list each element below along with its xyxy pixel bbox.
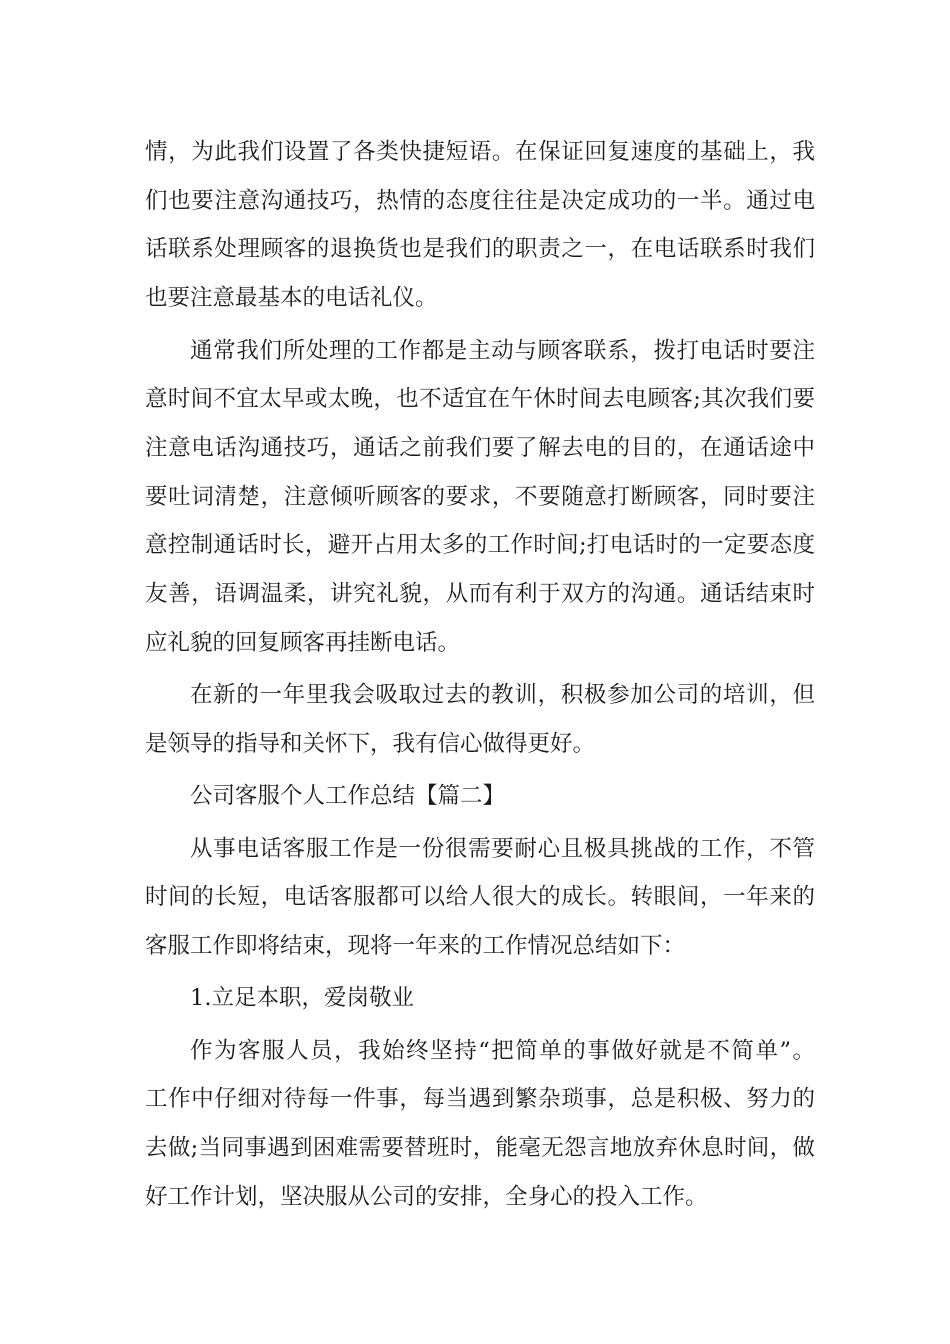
paragraph-4-line-1: 从事电话客服工作是一份很需要耐心且极具挑战的工作，不管 bbox=[190, 836, 815, 862]
paragraph-5-line-1: 作为客服人员，我始终坚持“把简单的事做好就是不简单”。 bbox=[190, 1038, 815, 1064]
paragraph-1-line-1: 情，为此我们设置了各类快捷短语。在保证回复速度的基础上，我 bbox=[145, 139, 815, 165]
paragraph-2-line-6: 友善，语调温柔，讲究礼貌，从而有利于双方的沟通。通话结束时 bbox=[145, 581, 815, 607]
paragraph-4-line-2: 时间的长短，电话客服都可以给人很大的成长。转眼间，一年来的 bbox=[145, 884, 815, 910]
paragraph-5-line-2: 工作中仔细对待每一件事，每当遇到繁杂琐事，总是积极、努力的 bbox=[145, 1086, 815, 1112]
paragraph-2-line-5: 意控制通话时长，避开占用太多的工作时间;打电话时的一定要态度 bbox=[145, 532, 815, 558]
section-heading: 公司客服个人工作总结【篇二】 bbox=[190, 783, 506, 809]
paragraph-1-line-2: 们也要注意沟通技巧，热情的态度往往是决定成功的一半。通过电 bbox=[145, 188, 815, 214]
paragraph-5-line-4: 好工作计划，坚决服从公司的安排，全身心的投入工作。 bbox=[145, 1184, 708, 1210]
paragraph-2-line-2: 意时间不宜太早或太晚，也不适宜在午休时间去电顾客;其次我们要 bbox=[145, 386, 815, 412]
paragraph-2-line-3: 注意电话沟通技巧，通话之前我们要了解去电的目的，在通话途中 bbox=[145, 435, 815, 461]
paragraph-3-line-1: 在新的一年里我会吸取过去的教训，积极参加公司的培训，但 bbox=[190, 682, 815, 708]
paragraph-2-line-7: 应礼貌的回复顾客再挂断电话。 bbox=[145, 630, 461, 656]
paragraph-5-line-3: 去做;当同事遇到困难需要替班时，能毫无怨言地放弃休息时间，做 bbox=[145, 1135, 815, 1161]
paragraph-1-line-3: 话联系处理顾客的退换货也是我们的职责之一，在电话联系时我们 bbox=[145, 236, 815, 262]
subheading-1: 1.立足本职，爱岗敬业 bbox=[190, 985, 414, 1011]
paragraph-2-line-4: 要吐词清楚，注意倾听顾客的要求，不要随意打断顾客，同时要注 bbox=[145, 484, 815, 510]
paragraph-1-line-4: 也要注意最基本的电话礼仪。 bbox=[145, 285, 438, 311]
paragraph-3-line-2: 是领导的指导和关怀下，我有信心做得更好。 bbox=[145, 731, 596, 757]
paragraph-2-line-1: 通常我们所处理的工作都是主动与顾客联系，拨打电话时要注 bbox=[190, 338, 815, 364]
paragraph-4-line-3: 客服工作即将结束，现将一年来的工作情况总结如下： bbox=[145, 933, 686, 959]
